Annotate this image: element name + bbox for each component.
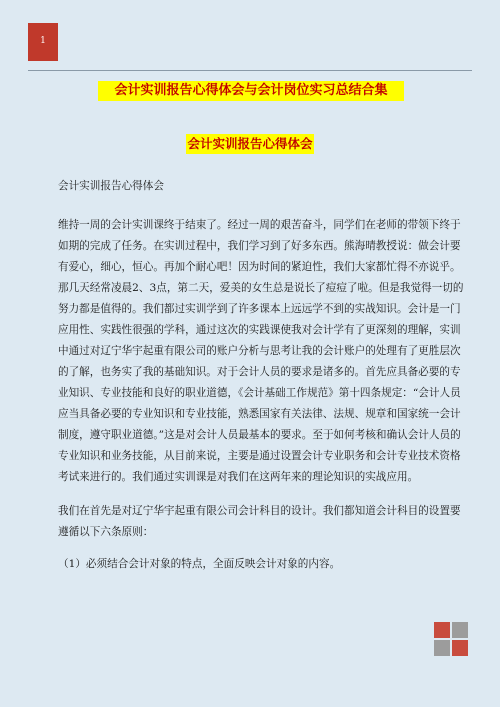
decor-square: [452, 622, 468, 638]
decorative-squares: [434, 622, 470, 658]
page-number: 1: [40, 36, 46, 46]
decor-square: [434, 640, 450, 656]
body-paragraph: （1）必须结合会计对象的特点，全面反映会计对象的内容。: [58, 558, 341, 570]
decor-square: [434, 622, 450, 638]
decor-square: [452, 640, 468, 656]
document-title-banner: 会计实训报告心得体会与会计岗位实习总结合集: [98, 81, 404, 101]
body-heading-line: 会计实训报告心得体会: [58, 180, 164, 192]
body-paragraph: 我们在首先是对辽宁华宇起重有限公司会计科目的设计。我们都知道会计科目的设置要遵循以下六条原则：: [58, 505, 461, 538]
header-divider: [28, 70, 472, 71]
section-title: 会计实训报告心得体会: [186, 134, 314, 154]
page-number-badge: [28, 23, 58, 61]
body-paragraph: 维持一周的会计实训课终于结束了。经过一周的艰苦奋斗，同学们在老师的带领下终于如期的完成了任务。在实训过程中，我们学习到了好多东西。熊海晴教授说：做会计要有爱心，细心，恒心。再加个耐心吧！因为时间的紧迫性，我们大家都忙得不亦说乎。那几天经常凌晨2、3点，第二天，爱美的女生总是说长了痘痘了啦。但是我觉得一切的努力都是值得的。我们都过实训学到了许多课本上远远学不到的实战知识。会计是一门应用性、实践性很强的学科，通过这次的实践课使我对会计学有了更深刻的理解，实训中通过对辽宁华宇起重有限公司的账户分析与思考让我的会计账户的处理有了更胜层次的了解，也务实了我的基础知识。对于会计人员的要求是诸多的。首先应具备必要的专业知识、专业技能和良好的职业道德，《会计基础工作规范》第十四条规定：“会计人员应当具备必要的专业知识和专业技能，熟悉国家有关法律、法规、规章和国家统一会计制度，遵守职业道德。”这是对会计人员最基本的要求。至于如何考核和确认会计人员的专业知识和业务技能，从目前来说，主要是通过设置会计专业职务和会计专业技术资格考试来进行的。我们通过实训课是对我们在这两年来的理论知识的实战应用。: [58, 219, 464, 483]
document-body: [58, 176, 470, 588]
